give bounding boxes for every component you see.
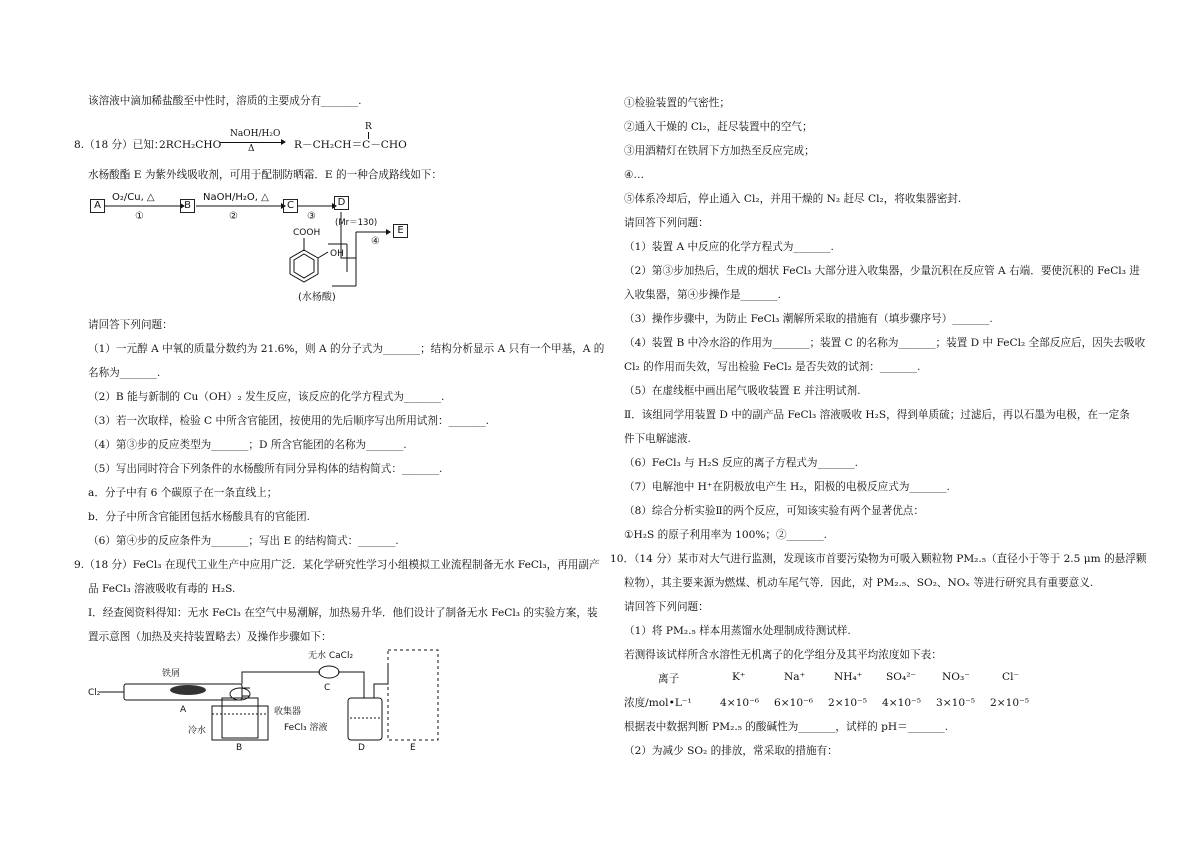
text-line: （1）一元醇 A 中氧的质量分数约为 21.6%，则 A 的分子式为_______；结构分析显示 A 只有一个甲基，A 的: [88, 343, 605, 355]
reaction-product: R－CH₂CH＝C－CHO: [294, 139, 407, 151]
table-cell: 6×10⁻⁶: [774, 697, 813, 709]
compound-c-box: C: [283, 199, 298, 213]
text-line: a．分子中有 6 个碳原子在一条直线上；: [88, 487, 278, 499]
compound-a-box: A: [90, 199, 105, 213]
collector-label: 收集器: [274, 707, 302, 717]
table-header-cell: NO₃⁻: [942, 671, 970, 683]
text-line: 该溶液中滴加稀盐酸至中性时，溶质的主要成分有_______.: [88, 95, 362, 107]
reaction-r-group: R: [365, 122, 372, 132]
text-line: Ⅱ．该组同学用装置 D 中的副产品 FeCl₃ 溶液吸收 H₂S，得到单质硫；过滤后，再以石墨为电极，在一定条: [624, 409, 1130, 421]
text-line: 请回答下列问题：: [624, 217, 709, 229]
text-line: b．分子中所含官能团包括水杨酸具有的官能团.: [88, 511, 311, 523]
apparatus-d-label: D: [358, 743, 365, 753]
text-line: ①H₂S 的原子利用率为 100%；②_______.: [624, 529, 828, 541]
table-cell: 4×10⁻⁶: [720, 697, 759, 709]
step-line: ②通入干燥的 Cl₂，赶尽装置中的空气；: [624, 121, 813, 133]
step4-number: ④: [371, 236, 380, 247]
text-line: （4）第③步的反应类型为_______；D 所含官能团的名称为_______.: [88, 439, 407, 451]
table-cell: 4×10⁻⁵: [882, 697, 921, 709]
question-9-heading: 9.（18 分）FeCl₃ 在现代工业生产中应用广泛．某化学研究性学习小组模拟工业流程制备无水 FeCl₃，再用副产: [74, 559, 600, 571]
question-10-heading: 10．（14 分）某市对大气进行监测，发现该市首要污染物为可吸入颗粒物 PM₂.₅（直径小于等于 2.5 μm 的悬浮颗: [610, 553, 1147, 565]
text-line: 请回答下列问题：: [624, 601, 709, 613]
step-line: ③用酒精灯在铁屑下方加热至反应完成；: [624, 145, 815, 157]
step-line: ⑤体系冷却后，停止通入 Cl₂，并用干燥的 N₂ 赶尽 Cl₂，将收集器密封.: [624, 193, 962, 205]
table-header-cell: SO₄²⁻: [886, 671, 917, 683]
text-line: 置示意图（加热及夹持装置略去）及操作步骤如下：: [88, 631, 332, 643]
table-header-cell: NH₄⁺: [834, 671, 863, 683]
cold-water-label: 冷水: [188, 726, 207, 736]
table-cell: 浓度/mol•L⁻¹: [624, 697, 692, 709]
cacl2-label: 无水 CaCl₂: [308, 651, 354, 661]
text-line: 粒物），其主要来源为燃煤、机动车尾气等．因此，对 PM₂.₅、SO₂、NOₓ 等进行研究具有重要意义.: [624, 577, 1094, 589]
reaction-arrow-head: [281, 139, 286, 145]
step3-number: ③: [307, 211, 316, 222]
iron-filings-label: 铁屑: [162, 669, 181, 679]
table-header-cell: K⁺: [732, 671, 746, 683]
apparatus-e-label: E: [410, 743, 416, 753]
d-molar-mass: (Mr＝130): [335, 218, 378, 228]
table-header-cell: Na⁺: [784, 671, 806, 683]
step-line: ④…: [624, 169, 645, 181]
text-line: （3）操作步骤中，为防止 FeCl₃ 潮解所采取的措施有（填步骤序号）_______.: [624, 313, 993, 325]
step-line: ①检验装置的气密性；: [624, 97, 730, 109]
question-8-heading: 8.（18 分）已知：: [74, 139, 165, 151]
text-line: Ⅰ．经查阅资料得知：无水 FeCl₃ 在空气中易潮解，加热易升华．他们设计了制备无水 FeCl₃ 的实验方案，装: [88, 607, 598, 619]
synthesis-route-diagram: [88, 186, 428, 310]
text-line: （2）第③步加热后，生成的烟状 FeCl₃ 大部分进入收集器，少量沉积在反应管 A 右端．要使沉积的 FeCl₃ 进: [624, 265, 1140, 277]
apparatus-a-label: A: [180, 705, 187, 715]
text-line: （5）写出同时符合下列条件的水杨酸所有同分异构体的结构简式：_______.: [88, 463, 443, 475]
text-line: （6）第④步的反应条件为_______；写出 E 的结构简式：_______.: [88, 535, 399, 547]
reaction-condition-bottom: Δ: [248, 144, 255, 154]
text-line: 品 FeCl₃ 溶液吸收有毒的 H₂S.: [88, 583, 236, 595]
text-line: （6）FeCl₃ 与 H₂S 反应的离子方程式为_______.: [624, 457, 858, 469]
text-line: （4）装置 B 中冷水浴的作用为_______；装置 C 的名称为_______；装置 D 中 FeCl₂ 全部反应后，因失去吸收: [624, 337, 1146, 349]
table-header-cell: Cl⁻: [1002, 671, 1020, 683]
reaction-condition-top: NaOH/H₂O: [230, 129, 281, 139]
apparatus-diagram: [88, 648, 448, 756]
compound-d-box: D: [334, 196, 349, 210]
step2-number: ②: [229, 211, 238, 222]
step1-number: ①: [135, 211, 144, 222]
text-line: 根据表中数据判断 PM₂.₅ 的酸碱性为_______，试样的 pH＝_______.: [624, 721, 949, 733]
text-line: （3）若一次取样，检验 C 中所含官能团，按使用的先后顺序写出所用试剂：_______.: [88, 415, 490, 427]
apparatus-b-label: B: [236, 743, 243, 753]
text-line: 若测得该试样所含水溶性无机离子的化学组分及其平均浓度如下表：: [624, 649, 942, 661]
text-line: （1）装置 A 中反应的化学方程式为_______.: [624, 241, 834, 253]
table-cell: 2×10⁻⁵: [828, 697, 867, 709]
text-line: （5）在虚线框中画出尾气吸收装置 E 并注明试剂.: [624, 385, 861, 397]
text-line: （2）B 能与新制的 Cu（OH）₂ 发生反应，该反应的化学方程式为_______.: [88, 391, 445, 403]
reaction-reactant: 2RCH₂CHO: [159, 139, 222, 151]
text-line: 名称为_______.: [88, 367, 161, 379]
text-line: Cl₂ 的作用而失效，写出检验 FeCl₂ 是否失效的试剂：_______.: [624, 361, 921, 373]
text-line: （8）综合分析实验Ⅱ的两个反应，可知该实验有两个显著优点：: [624, 505, 924, 517]
oh-label: OH: [330, 249, 344, 259]
table-cell: 3×10⁻⁵: [936, 697, 975, 709]
text-line: （2）为减少 SO₂ 的排放，常采取的措施有：: [624, 745, 838, 757]
step2-condition: NaOH/H₂O, △: [203, 192, 269, 203]
step1-condition: O₂/Cu, △: [112, 192, 155, 203]
text-line: 请回答下列问题：: [88, 319, 173, 331]
fecl3-solution-label: FeCl₃ 溶液: [284, 723, 328, 733]
compound-e-box: E: [393, 224, 408, 238]
apparatus-c-label: C: [324, 683, 331, 693]
text-line: （1）将 PM₂.₅ 样本用蒸馏水处理制成待测试样.: [624, 625, 851, 637]
compound-b-box: B: [180, 199, 195, 213]
text-line: 入收集器，第④步操作是_______.: [624, 289, 781, 301]
text-line: （7）电解池中 H⁺在阴极放电产生 H₂，阳极的电极反应式为_______.: [624, 481, 950, 493]
table-header-cell: 离子: [658, 673, 680, 685]
cooh-label: COOH: [293, 228, 321, 238]
text-line: 件下电解滤液.: [624, 433, 691, 445]
reaction-bond: [368, 132, 369, 139]
text-line: 水杨酸酯 E 为紫外线吸收剂，可用于配制防晒霜．E 的一种合成路线如下：: [88, 169, 442, 181]
salicylic-acid-label: (水杨酸): [298, 292, 336, 303]
cl2-label: Cl₂: [88, 688, 101, 698]
table-cell: 2×10⁻⁵: [990, 697, 1029, 709]
